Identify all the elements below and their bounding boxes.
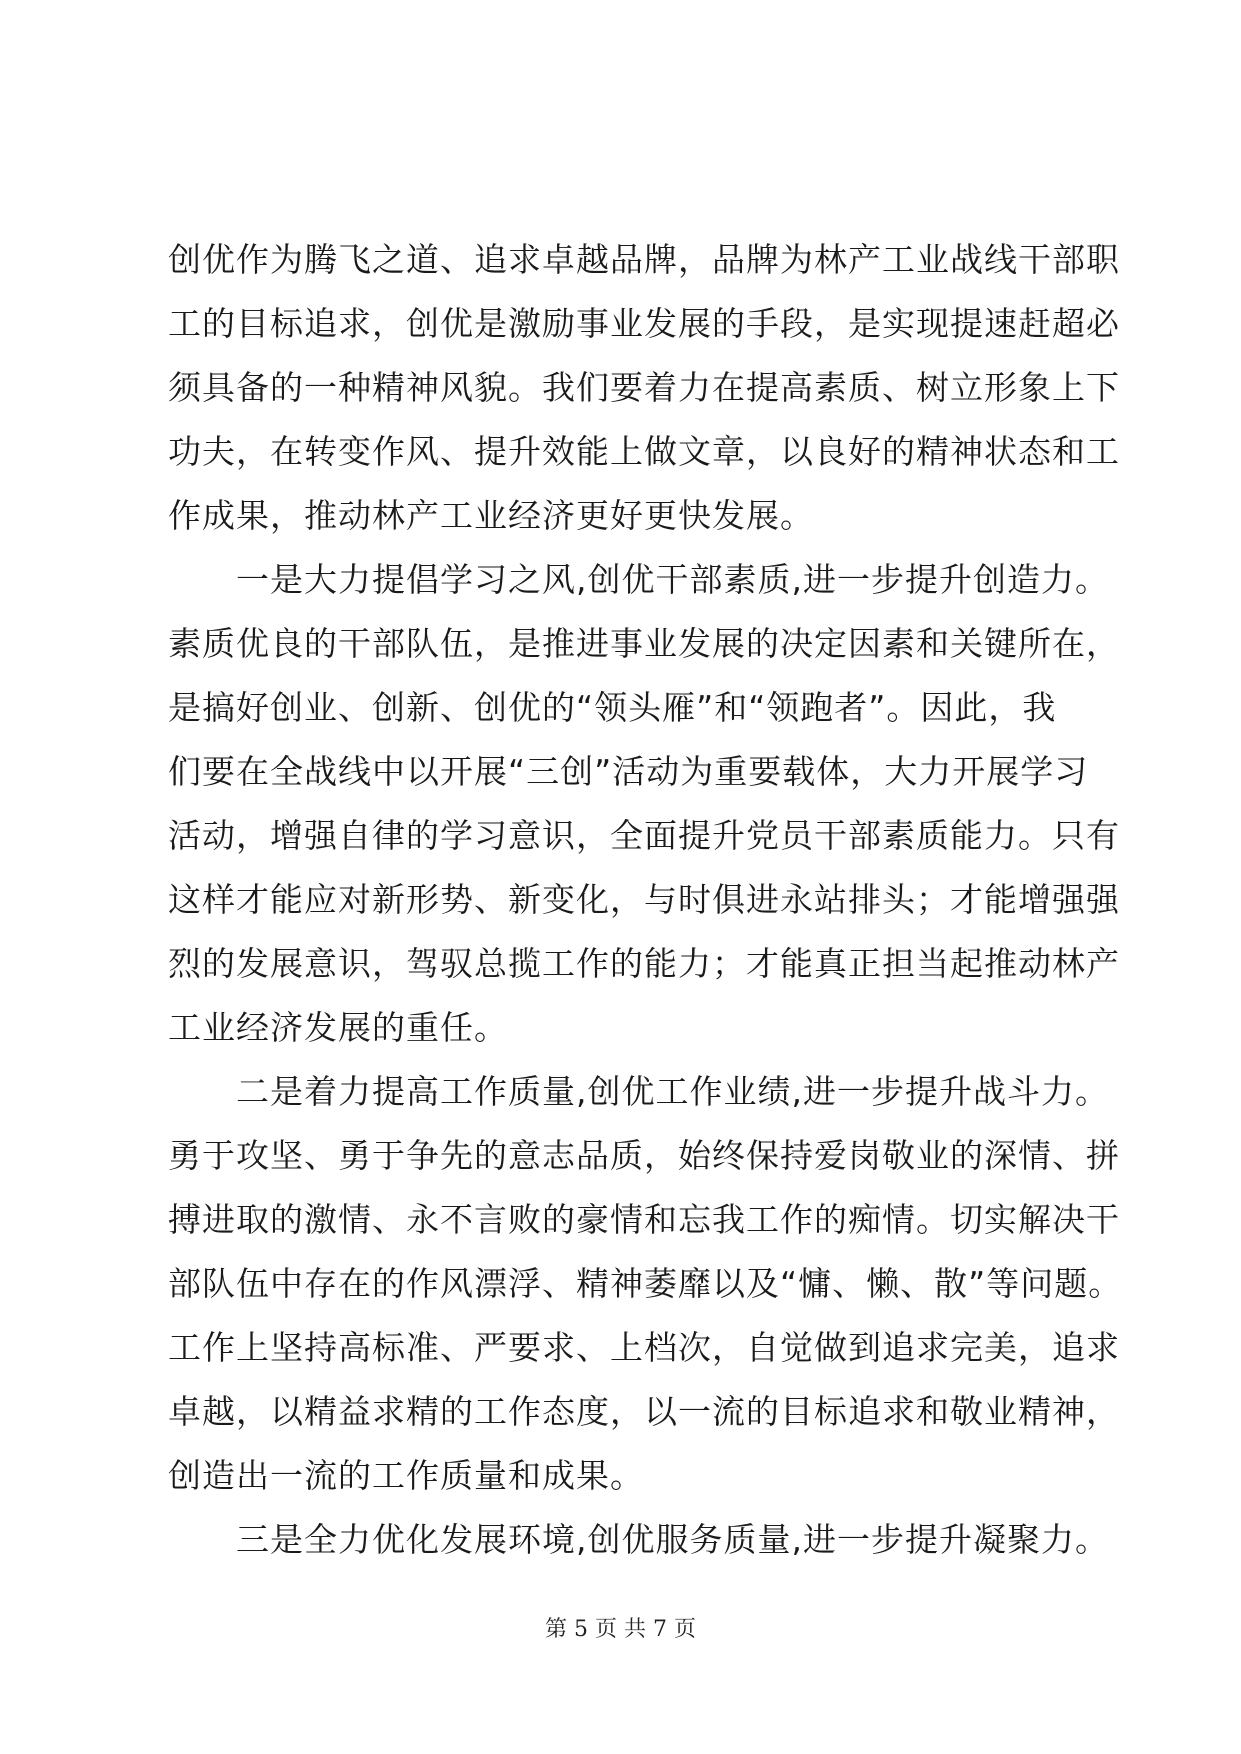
text-line: 这样才能应对新形势、新变化，与时俱进永站排头；才能增强强 <box>168 880 1120 919</box>
text-line: 作成果，推动林产工业经济更好更快发展。 <box>168 496 814 535</box>
text-line: 工的目标追求，创优是激励事业发展的手段，是实现提速赶超必 <box>168 304 1120 343</box>
text-line: 二是着力提高工作质量,创优工作业绩,进一步提升战斗力。 <box>168 1072 1109 1111</box>
text-line: 素质优良的干部队伍，是推进事业发展的决定因素和关键所在， <box>168 624 1120 663</box>
text-line: 搏进取的激情、永不言败的豪情和忘我工作的痴情。切实解决干 <box>168 1200 1120 1239</box>
text-line: 创造出一流的工作质量和成果。 <box>168 1456 644 1495</box>
page-number-footer: 第 5 页 共 7 页 <box>545 1617 696 1642</box>
text-line: 工业经济发展的重任。 <box>168 1008 508 1047</box>
text-line: 三是全力优化发展环境,创优服务质量,进一步提升凝聚力。 <box>168 1520 1109 1559</box>
text-line: 活动，增强自律的学习意识，全面提升党员干部素质能力。只有 <box>168 816 1120 855</box>
text-line: 创优作为腾飞之道、追求卓越品牌，品牌为林产工业战线干部职 <box>168 240 1120 279</box>
text-line: 们要在全战线中以开展“三创”活动为重要载体，大力开展学习 <box>168 752 1089 791</box>
text-line: 须具备的一种精神风貌。我们要着力在提高素质、树立形象上下 <box>168 368 1120 407</box>
text-line: 部队伍中存在的作风漂浮、精神萎靡以及“慵、懒、散”等问题。 <box>168 1264 1123 1303</box>
text-line: 一是大力提倡学习之风,创优干部素质,进一步提升创造力。 <box>168 560 1109 599</box>
text-line: 卓越，以精益求精的工作态度，以一流的目标追求和敬业精神， <box>168 1392 1120 1431</box>
text-line: 是搞好创业、创新、创优的“领头雁”和“领跑者”。因此，我 <box>168 688 1057 727</box>
body-text <box>168 228 1123 1572</box>
text-line: 勇于攻坚、勇于争先的意志品质，始终保持爱岗敬业的深情、拼 <box>168 1136 1120 1175</box>
text-line: 工作上坚持高标准、严要求、上档次，自觉做到追求完美，追求 <box>168 1328 1120 1367</box>
text-line: 功夫，在转变作风、提升效能上做文章，以良好的精神状态和工 <box>168 432 1120 471</box>
text-line: 烈的发展意识，驾驭总揽工作的能力；才能真正担当起推动林产 <box>168 944 1120 983</box>
